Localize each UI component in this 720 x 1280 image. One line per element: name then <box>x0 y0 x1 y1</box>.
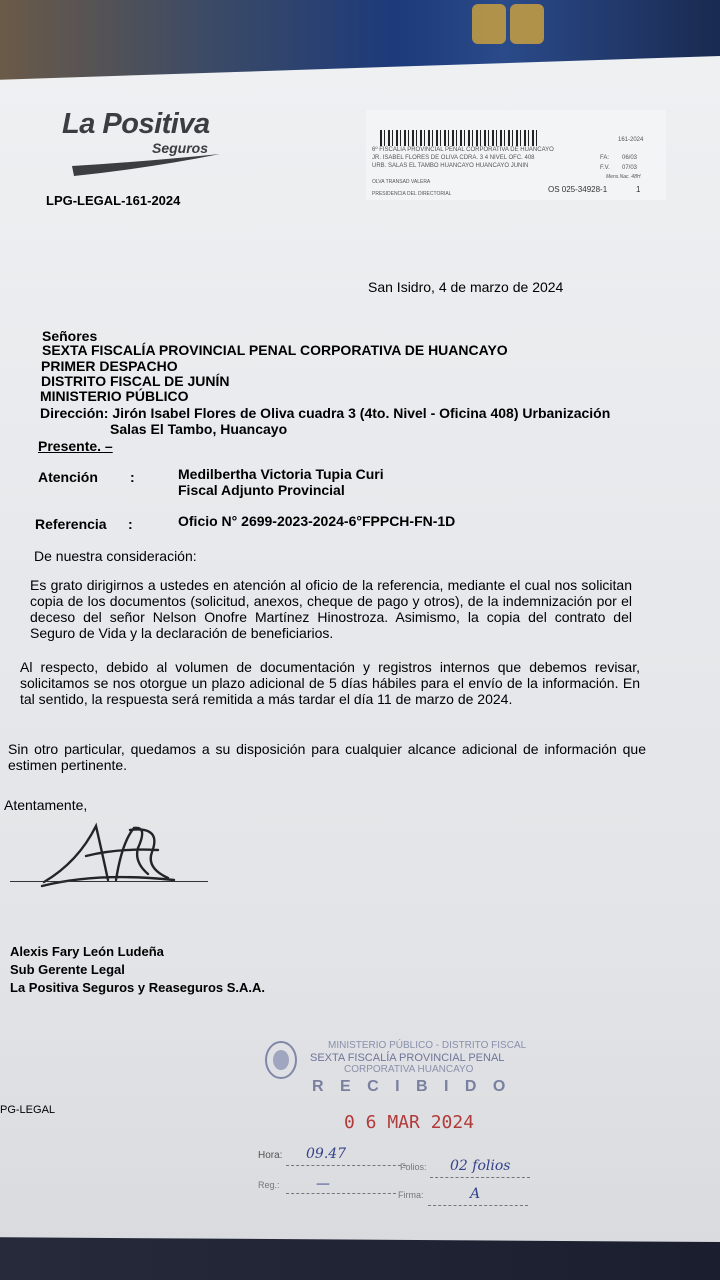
firma-value: A <box>470 1186 481 1202</box>
handwritten-signature <box>38 812 178 892</box>
reference-value: Oficio N° 2699-2023-2024-6°FPPCH-FN-1D <box>178 513 456 529</box>
stamp-os-count: 1 <box>636 185 641 194</box>
stamp-fa-label: FA: <box>600 155 610 161</box>
closing: Atentamente, <box>4 797 88 813</box>
recipient-line3: DISTRITO FISCAL DE JUNÍN <box>41 373 230 389</box>
folios-line <box>430 1176 530 1178</box>
hora-label: Hora: <box>258 1150 283 1161</box>
body-paragraph-2: Al respecto, debido al volumen de documentación y registros internos que debemos revisar, solicitamos se nos otorgue un plazo adicional de 5 días hábiles para el envío de la información. En tal sentido, la respuesta será remitida a más tardar el día 11 de marzo de 2024. <box>20 659 640 707</box>
stamp-line: OLVA TRANSAD VALERA <box>372 179 431 185</box>
greeting: De nuestra consideración: <box>34 548 197 564</box>
signer-company: La Positiva Seguros y Reaseguros S.A.A. <box>10 980 266 995</box>
logo-brand-text: La Positiva <box>62 108 210 140</box>
stamp-line: PRESIDENCIA DEL DIRECTORIAL <box>372 191 452 197</box>
stamp-date: 0 6 MAR 2024 <box>344 1112 475 1133</box>
stamp-corporate: CORPORATIVA HUANCAYO <box>344 1064 474 1075</box>
reference-colon: : <box>128 516 133 532</box>
reception-stamp <box>258 980 544 1140</box>
national-seal-icon <box>264 1040 298 1080</box>
stamp-fa-value: 06/03 <box>622 155 638 161</box>
stamp-os: OS 025-34928-1 <box>548 185 608 194</box>
reg-label: Reg.: <box>258 1180 280 1190</box>
stamp-received: R E C I B I D O <box>312 1078 512 1095</box>
signer-title: Sub Gerente Legal <box>10 962 125 977</box>
logo-sub-text: Seguros <box>152 140 209 156</box>
signer-name: Alexis Fary León Ludeña <box>10 944 164 959</box>
reg-line <box>286 1192 396 1194</box>
stamp-ministry: MINISTERIO PÚBLICO - DISTRITO FISCAL <box>328 1040 527 1051</box>
hora-line <box>286 1164 406 1166</box>
attention-name: Medilbertha Victoria Tupia Curi <box>178 466 384 482</box>
recipient-salutation: Señores <box>42 328 98 344</box>
recipient-address-line1: Dirección: Jirón Isabel Flores de Oliva cuadra 3 (4to. Nivel - Oficina 408) Urbanización <box>40 405 611 421</box>
body-paragraph-1: Es grato dirigirnos a ustedes en atención al oficio de la referencia, mediante el cual nos solicitan copia de los documentos (solicitud, anexos, cheque de pago y otros), de la indemnización por el deceso del señor Nelson Onofre Martínez Hinostroza. Asimismo, la copia del contrato del Seguro de Vida y la declaración de beneficiarios. <box>30 577 632 641</box>
attention-label: Atención <box>38 469 98 485</box>
barcode-icon <box>380 130 540 146</box>
stamp-mens: Mens.Nac. 48H <box>606 174 641 180</box>
stamp-line: 6º FISCALIA PROVINCIAL PENAL CORPORATIVA DE HUANCAYO <box>372 147 554 153</box>
stamp-fv-value: 07/03 <box>622 165 638 171</box>
stamp-ref: 161-2024 <box>618 137 644 143</box>
stamp-line: URB. SALAS EL TAMBO HUANCAYO HUANCAYO JUNIN <box>372 163 529 169</box>
recipient-line4: MINISTERIO PÚBLICO <box>40 388 189 404</box>
body-paragraph-3: Sin otro particular, quedamos a su disposición para cualquier alcance adicional de información que estimen pertinente. <box>8 741 646 773</box>
background-figure <box>510 4 544 44</box>
courier-stamp <box>366 110 666 200</box>
folios-label: Folios: <box>400 1162 427 1172</box>
reg-value: — <box>316 1176 330 1192</box>
stamp-line: JR. ISABEL FLORES DE OLIVA CDRA. 3 4 NIVEL OFC. 408 <box>372 155 535 161</box>
reference-label: Referencia <box>35 516 107 532</box>
background-figure <box>472 4 506 44</box>
logo-swoosh-icon <box>70 152 230 178</box>
stamp-office: SEXTA FISCALÍA PROVINCIAL PENAL <box>310 1052 505 1064</box>
letter-date: San Isidro, 4 de marzo de 2024 <box>368 279 564 295</box>
presente-label: Presente. – <box>38 438 113 454</box>
recipient-line2: PRIMER DESPACHO <box>41 358 178 374</box>
signature-line <box>10 881 208 882</box>
hora-value: 09.47 <box>306 1146 347 1162</box>
firma-label: Firma: <box>398 1190 424 1200</box>
document-code: LPG-LEGAL-161-2024 <box>46 193 181 208</box>
attention-colon: : <box>130 469 135 485</box>
stamp-fv-label: F.V. <box>600 165 610 171</box>
background-surface-bottom <box>0 1238 720 1280</box>
recipient-line1: SEXTA FISCALÍA PROVINCIAL PENAL CORPORATIVA DE HUANCAYO <box>42 342 508 358</box>
recipient-address-line2: Salas El Tambo, Huancayo <box>110 421 288 437</box>
firma-line <box>428 1204 528 1206</box>
attention-role: Fiscal Adjunto Provincial <box>178 482 345 498</box>
folios-value: 02 folios <box>450 1158 511 1174</box>
footer-code: PG-LEGAL <box>0 1104 56 1116</box>
